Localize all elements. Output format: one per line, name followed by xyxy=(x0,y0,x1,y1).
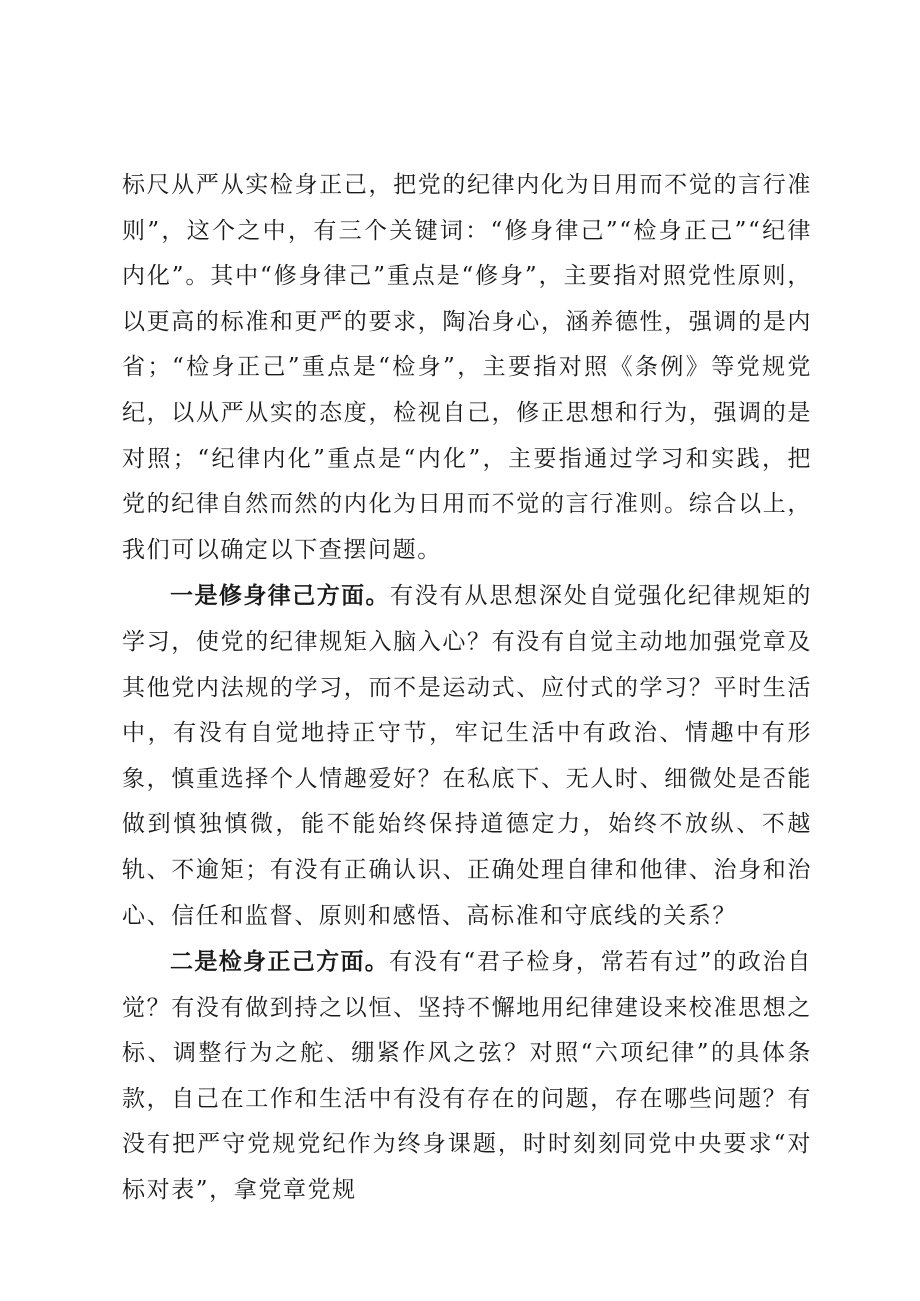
paragraph-self-discipline-text: 有没有从思想深处自觉强化纪律规矩的学习，使党的纪律规矩入脑入心？有没有自觉主动地加强党章及其他党内法规的学习，而不是运动式、应付式的学习？平时生活中，有没有自觉地持正守节，牢记生活中有政治、情趣中有形象，慎重选择个人情趣爱好？在私底下、无人时、细微处是否能做到慎独慎微，能不能始终保持道德定力，始终不放纵、不越轨、不逾矩；有没有正确认识、正确处理自律和他律、治身和治心、信任和监督、原则和感悟、高标准和守底线的关系？ xyxy=(122,583,812,929)
document-body xyxy=(122,163,812,1214)
paragraph-self-examination-text: 有没有“君子检身，常若有过”的政治自觉？有没有做到持之以恒、坚持不懈地用纪律建设来校准思想之标、调整行为之舵、绷紧作风之弦？对照“六项纪律”的具体条款，自己在工作和生活中有没有存在的问题，存在哪些问题？有没有把严守党规党纪作为终身课题，时时刻刻同党中央要求“对标对表”，拿党章党规 xyxy=(122,949,812,1204)
paragraph-self-discipline-heading: 一是修身律己方面。 xyxy=(170,582,390,610)
paragraph-intro-text: 标尺从严从实检身正己，把党的纪律内化为日用而不觉的言行准则”，这个之中，有三个关键词：“修身律己”“检身正己”“纪律内化”。其中“修身律己”重点是“修身”，主要指对照党性原则，以更高的标准和更严的要求，陶冶身心，涵养德性，强调的是内省；“检身正己”重点是“检身”，主要指对照《条例》等党规党纪，以从严从实的态度，检视自己，修正思想和行为，强调的是对照；“纪律内化”重点是“内化”，主要指通过学习和实践，把党的纪律自然而然的内化为日用而不觉的言行准则。综合以上，我们可以确定以下查摆问题。 xyxy=(122,172,812,563)
paragraph-intro xyxy=(122,163,812,573)
paragraph-self-discipline xyxy=(122,573,812,939)
paragraph-self-examination xyxy=(122,939,812,1214)
paragraph-self-examination-heading: 二是检身正己方面。 xyxy=(170,948,390,976)
